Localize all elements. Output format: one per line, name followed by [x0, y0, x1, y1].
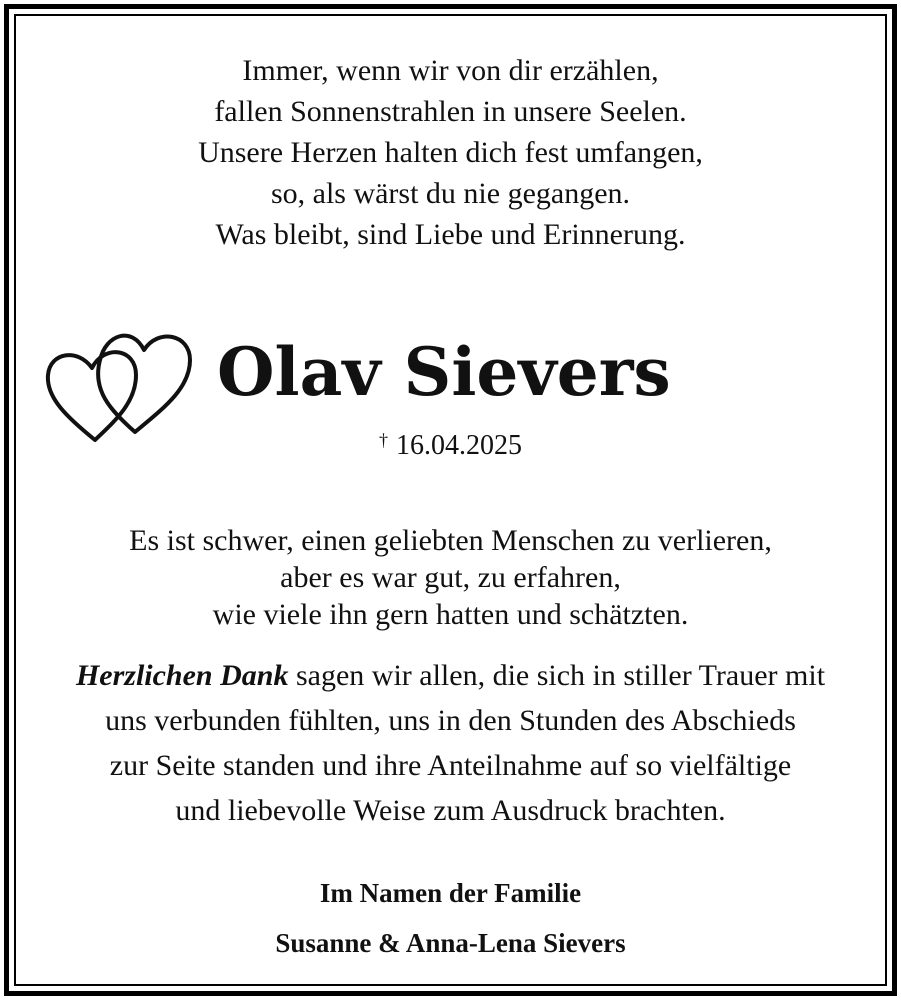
signature: [0, 868, 901, 968]
thanks-emphasis: Herzlichen Dank: [75, 659, 289, 692]
death-date-line: [0, 430, 901, 462]
thanks-line: und liebevolle Weise zum Ausdruck brachten.: [175, 794, 726, 827]
thanks-line1-rest: sagen wir allen, die sich in stiller Trauer mit: [288, 659, 826, 692]
thanks-line: [0, 653, 901, 698]
poem-line: Immer, wenn wir von dir erzählen,: [242, 54, 659, 87]
poem: [0, 50, 901, 255]
thanks-line: uns verbunden fühlten, uns in den Stunden des Abschieds: [105, 704, 796, 737]
quote-line: Es ist schwer, einen geliebten Menschen zu verlieren,: [129, 524, 772, 557]
thanks-text: [0, 653, 901, 833]
poem-line: fallen Sonnenstrahlen in unsere Seelen.: [214, 95, 687, 128]
two-hearts-icon: [40, 320, 195, 445]
death-date: 16.04.2025: [396, 430, 522, 461]
deceased-name: Olav Sievers: [217, 333, 671, 411]
poem-line: so, als wärst du nie gegangen.: [270, 177, 631, 210]
quote-line: wie viele ihn gern hatten und schätzten.: [212, 598, 689, 631]
quote-line: aber es war gut, zu erfahren,: [280, 561, 621, 594]
poem-line: Unsere Herzen halten dich fest umfangen,: [198, 136, 703, 169]
poem-line: Was bleibt, sind Liebe und Erinnerung.: [215, 218, 686, 251]
quote: [0, 522, 901, 633]
thanks-line: zur Seite standen und ihre Anteilnahme auf so vielfältige: [109, 749, 792, 782]
signature-line1: Im Namen der Familie: [319, 878, 582, 908]
cross-icon: †: [379, 430, 388, 450]
signature-line2: Susanne & Anna-Lena Sievers: [275, 928, 626, 958]
